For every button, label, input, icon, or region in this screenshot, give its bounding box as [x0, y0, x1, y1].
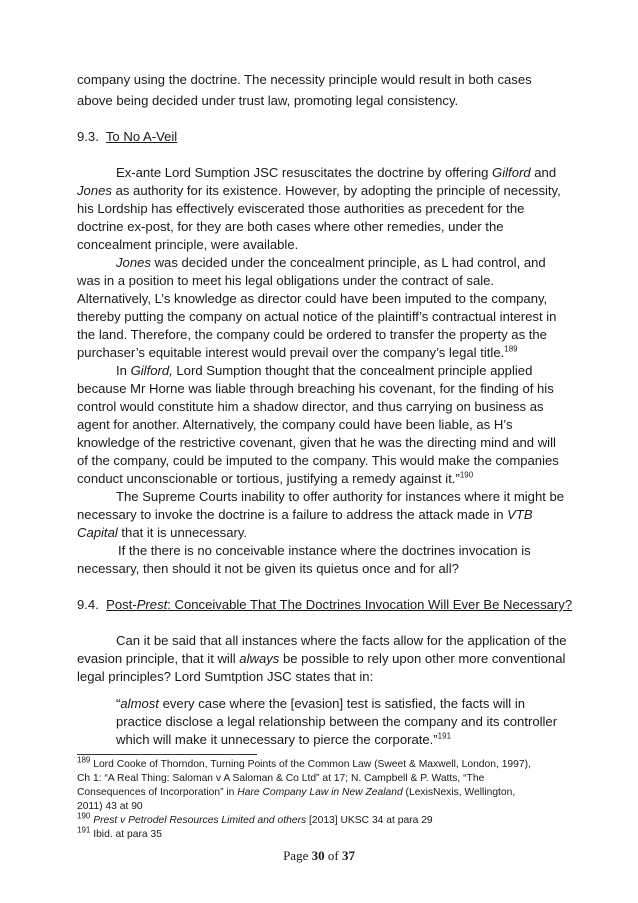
- footnote-190: $^{190}$ Prest v Petrodel Resources Limited and others [2013] UKSC 34 at para 29: [77, 811, 433, 826]
- footnote-ref[interactable]: 191: [437, 731, 452, 741]
- body-line: was in a position to meet his legal obligations under the contract of sale.: [77, 273, 495, 288]
- footnote-separator: [77, 754, 257, 755]
- body-line: Ex-ante Lord Sumption JSC resuscitates the doctrine by offering Gilford and: [116, 165, 557, 180]
- body-line: above being decided under trust law, promoting legal consistency.: [77, 93, 459, 108]
- section-heading-9-3: [77, 128, 177, 146]
- body-line: The Supreme Courts inability to offer authority for instances where it might be: [116, 489, 565, 504]
- body-line: control would constitute him a shadow director, and thus carrying on business as: [77, 399, 544, 414]
- body-line: Jones as authority for its existence. However, by adopting the principle of necessity,: [77, 183, 561, 198]
- block-quote-line: which will make it unnecessary to pierce the corporate.”$^{191}$: [116, 731, 452, 747]
- block-quote-line: “almost every case where the [evasion] test is satisfied, the facts will in: [116, 696, 526, 711]
- body-line: In Gilford, Lord Sumption thought that the concealment principle applied: [116, 363, 533, 378]
- section-title: Post-Prest: Conceivable That The Doctrines Invocation Will Ever Be Necessary?: [106, 597, 573, 612]
- body-line: doctrine ex-post, for they are both cases where other remedies, under the: [77, 219, 504, 234]
- body-line: agent for another. Alternatively, the company could have been liable, as H’s: [77, 417, 513, 432]
- page-number: 30: [311, 848, 325, 863]
- body-line: If the there is no conceivable instance where the doctrines invocation is: [118, 543, 531, 558]
- body-line: concealment principle, were available.: [77, 237, 299, 252]
- body-line: purchaser’s equitable interest would prevail over the company’s legal title.$^{189}$: [77, 344, 518, 360]
- section-title: To No A-Veil: [105, 129, 178, 144]
- page-footer: Page 30 of 37: [283, 848, 355, 863]
- section-number: 9.4.: [77, 597, 99, 612]
- body-line: thereby putting the company on actual notice of the plaintiff’s contractual interest in: [77, 309, 557, 324]
- body-line: because Mr Horne was liable through breaching his covenant, for the finding of his: [77, 381, 554, 396]
- body-line: necessary to invoke the doctrine is a failure to address the attack made in VTB: [77, 507, 533, 522]
- body-line: Alternatively, L’s knowledge as director could have been imputed to the company,: [77, 291, 548, 306]
- footnote-line: 2011) 43 at 90: [77, 801, 143, 812]
- footnote-ref[interactable]: 189: [504, 344, 518, 354]
- body-line: conduct unconscionable or tortious, justifying a remedy against it.”$^{190}$: [77, 470, 474, 486]
- body-line: knowledge of the restrictive covenant, given that he was the directing mind and will: [77, 435, 556, 450]
- footnote-line: Ch 1: “A Real Thing: Saloman v A Saloman & Co Ltd” at 17; N. Campbell & P. Watts, “The: [77, 773, 485, 784]
- body-line: Can it be said that all instances where the facts allow for the application of the: [116, 633, 567, 648]
- footnote-189: $^{189}$ Lord Cooke of Thorndon, Turning Points of the Common Law (Sweet & Maxwell, London, 1997),: [77, 755, 531, 770]
- body-line: company using the doctrine. The necessity principle would result in both cases: [77, 72, 532, 87]
- body-line: legal principles? Lord Sumtption JSC states that in:: [77, 669, 374, 684]
- body-line: the land. Therefore, the company could be ordered to transfer the property as the: [77, 327, 547, 342]
- block-quote-line: practice disclose a legal relationship between the company and its controller: [116, 714, 558, 729]
- body-line: of the company, could be imputed to the company. This would make the companies: [77, 453, 559, 468]
- body-line: evasion principle, that it will always be possible to rely upon other more conventional: [77, 651, 566, 666]
- page-total: 37: [341, 848, 355, 863]
- body-line: Jones was decided under the concealment principle, as L had control, and: [116, 255, 546, 270]
- footnote-line: Consequences of Incorporation” in Hare Company Law in New Zealand (LexisNexis, Wellington,: [77, 787, 516, 798]
- footnote-ref[interactable]: 190: [459, 470, 474, 480]
- body-line: his Lordship has effectively eviscerated those authorities as precedent for the: [77, 201, 525, 216]
- body-line: necessary, then should it not be given its quietus once and for all?: [77, 561, 459, 576]
- section-heading-9-4: [77, 596, 572, 614]
- footnote-191: $^{191}$ Ibid. at para 35: [77, 825, 162, 840]
- section-number: 9.3.: [77, 129, 99, 144]
- body-line: Capital that it is unnecessary.: [77, 525, 248, 540]
